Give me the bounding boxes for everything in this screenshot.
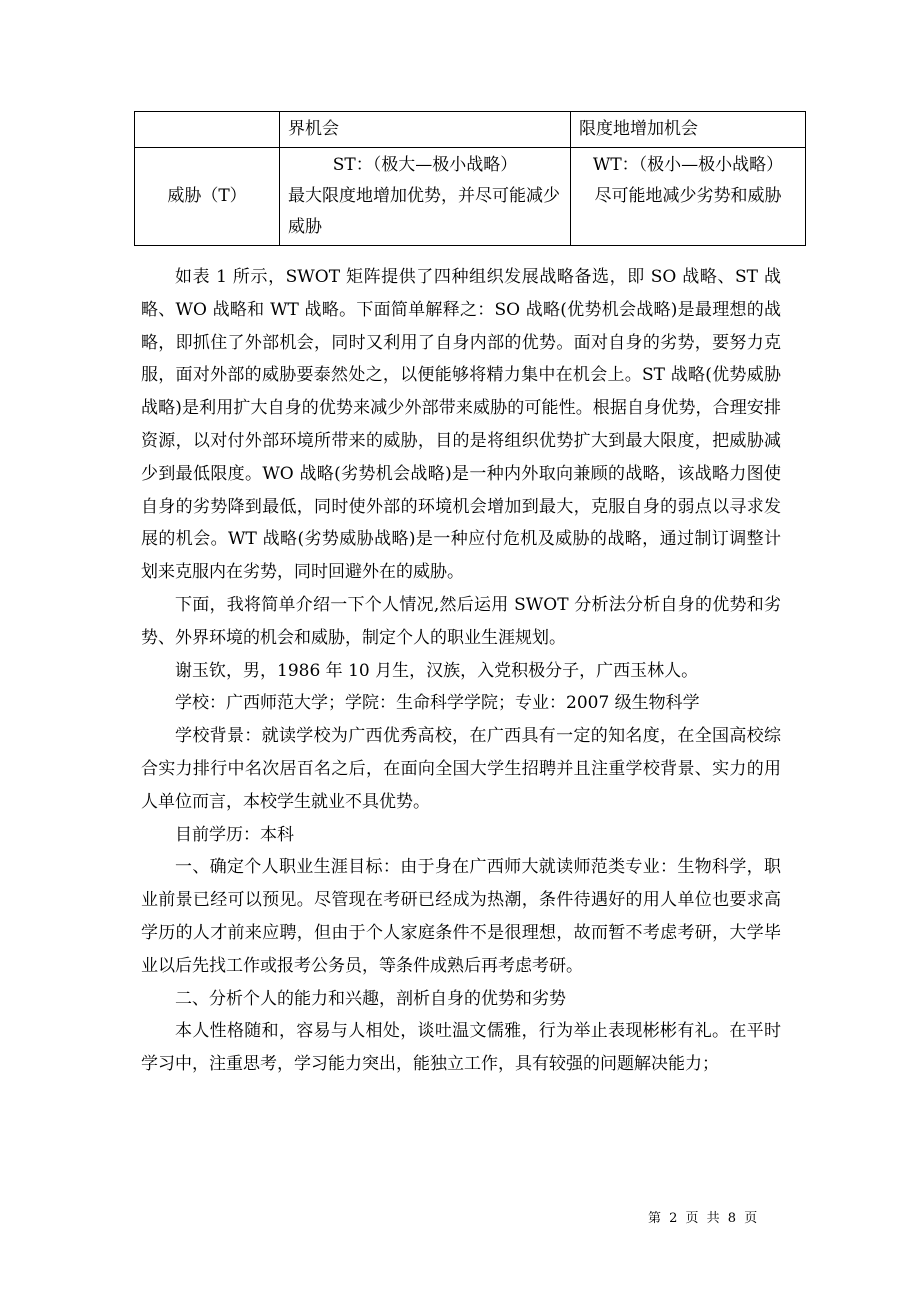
paragraph: 二、分析个人的能力和兴趣，剖析自身的优势和劣势	[175, 988, 566, 1009]
paragraph: 下面，我将简单介绍一下个人情况,然后运用 SWOT 分析法分析自身的优势和劣势、外界环境的机会和威胁，制定个人的职业生涯规划。	[141, 594, 781, 648]
table-row	[135, 112, 806, 148]
page-number-footer: 第 2 页 共 8 页	[648, 1211, 760, 1226]
table-cell: 限度地增加机会	[571, 112, 806, 148]
st-strategy-title: ST：（极大—极小战略）	[332, 155, 518, 175]
paragraph: 如表 1 所示，SWOT 矩阵提供了四种组织发展战略备选，即 SO 战略、ST 战略、WO 战略和 WT 战略。下面简单解释之：SO 战略(优势机会战略)是最理想的战略，即抓住了外部机会，同时又利用了自身内部的优势。面对自身的劣势，要努力克服，面对外部的威胁要泰然处之，以便能够将精力集中在机会上。ST 战略(优势威胁战略)是利用扩大自身的优势来减少外部带来威胁的可能性。根据自身优势，合理安排资源，以对付外部环境所带来的威胁，目的是将组织优势扩大到最大限度，把威胁减少到最低限度。WO 战略(劣势机会战略)是一种内外取向兼顾的战略，该战略力图使自身的劣势降到最低，同时使外部的环境机会增加到最大，克服自身的弱点以寻求发展的机会。WT 战略(劣势威胁战略)是一种应付危机及威胁的战略，通过制订调整计划来克服内在劣势，同时回避外在的威胁。	[141, 267, 781, 583]
paragraph: 目前学历：本科	[175, 824, 294, 845]
wt-strategy-title: WT：（极小—极小战略）	[592, 155, 784, 175]
table-cell: 界机会	[280, 112, 571, 148]
paragraph: 本人性格随和，容易与人相处，谈吐温文儒雅，行为举止表现彬彬有礼。在平时学习中，注重思考，学习能力突出，能独立工作，具有较强的问题解决能力；	[141, 1021, 781, 1075]
table-cell	[135, 112, 280, 148]
st-strategy-desc: 最大限度地增加优势，并尽可能减少威胁	[288, 186, 560, 237]
wt-strategy-desc: 尽可能地减少劣势和威胁	[594, 186, 782, 206]
body-text	[141, 261, 781, 1081]
wt-strategy-cell	[571, 148, 806, 246]
paragraph: 一、确定个人职业生涯目标：由于身在广西师大就读师范类专业：生物科学，职业前景已经可以预见。尽管现在考研已经成为热潮，条件待遇好的用人单位也要求高学历的人才前来应聘，但由于个人家庭条件不是很理想，故而暂不考虑考研，大学毕业以后先找工作或报考公务员，等条件成熟后再考虑考研。	[141, 857, 781, 976]
threat-label-cell: 威胁（T）	[135, 148, 280, 246]
paragraph: 学校背景：就读学校为广西优秀高校，在广西具有一定的知名度，在全国高校综合实力排行中名次居百名之后，在面向全国大学生招聘并且注重学校背景、实力的用人单位而言，本校学生就业不具优势。	[141, 726, 781, 812]
swot-matrix-table	[134, 111, 806, 246]
table-row	[135, 148, 806, 246]
st-strategy-cell	[280, 148, 571, 246]
paragraph: 谢玉钦，男，1986 年 10 月生，汉族，入党积极分子，广西玉林人。	[175, 660, 699, 681]
paragraph: 学校：广西师范大学；学院：生命科学学院；专业：2007 级生物科学	[175, 693, 700, 714]
